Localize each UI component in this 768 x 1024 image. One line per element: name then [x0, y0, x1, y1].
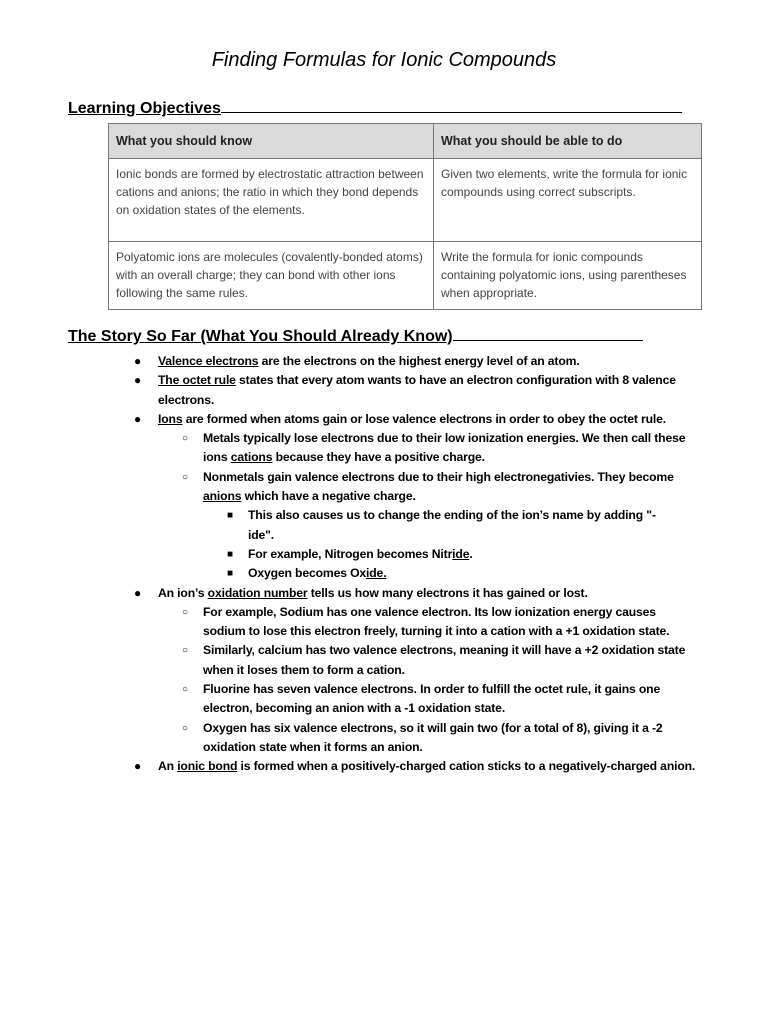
table-cell: Write the formula for ionic compounds containing polyatomic ions, using parentheses when appropriate. [434, 242, 702, 310]
table-header-row [109, 124, 702, 159]
list-item: ○ Oxygen has six valence electrons, so it will gain two (for a total of 8), giving it a -2 oxidation state when it forms an anion. [182, 720, 663, 754]
list-item: ■ This also causes us to change the ending of the ion’s name by adding "-ide". [227, 508, 656, 542]
list-item: ● An ionic bond is formed when a positively-charged cation sticks to a negatively-charged anion. [0, 757, 698, 776]
list-item: ■ For example, Nitrogen becomes Nitride. [0, 545, 678, 564]
bullet-icon: ● [134, 411, 142, 426]
circle-bullet-icon: ○ [182, 684, 188, 696]
column-header: What you should be able to do [434, 124, 702, 159]
square-bullet-icon: ■ [227, 510, 233, 522]
bullet-icon: ● [134, 373, 142, 388]
square-bullet-icon: ■ [227, 568, 233, 580]
table-row [109, 242, 702, 310]
objectives-table [108, 123, 702, 310]
circle-bullet-icon: ○ [182, 722, 188, 734]
heading-rule [453, 339, 643, 341]
list-item: ● The octet rule states that every atom wants to have an electron configuration with 8 valence electrons. [134, 373, 676, 407]
list-item: ● Valence electrons are the electrons on the highest energy level of an atom. [0, 352, 698, 371]
list-item: ○ Similarly, calcium has two valence electrons, meaning it will have a +2 oxidation state when it loses them to form a cation. [182, 643, 686, 677]
table-cell: Polyatomic ions are molecules (covalently-bonded atoms) with an overall charge; they can bond with other ions following the same rules. [109, 242, 434, 310]
list-item: ○ Fluorine has seven valence electrons. In order to fulfill the octet rule, it gains one electron, becoming an anion with a -1 oxidation state. [182, 682, 661, 716]
circle-bullet-icon: ○ [182, 433, 188, 445]
document-title: Finding Formulas for Ionic Compounds [211, 49, 557, 71]
table-cell: Ionic bonds are formed by electrostatic attraction between cations and anions; the ratio in which they bond depends on oxidation states of the elements. [109, 159, 434, 242]
circle-bullet-icon: ○ [182, 606, 188, 618]
column-header: What you should know [109, 124, 434, 159]
list-item: ● An ion’s oxidation number tells us how many electrons it has gained or lost. [0, 584, 698, 603]
list-item: ○ Metals typically lose electrons due to their low ionization energies. We then call these ions cations because they have a positive charge. [182, 431, 686, 465]
bullet-icon: ● [134, 354, 142, 368]
circle-bullet-icon: ○ [182, 645, 188, 657]
table-row [109, 159, 702, 242]
square-bullet-icon: ■ [227, 548, 233, 560]
list-item: ● Ions are formed when atoms gain or lose valence electrons in order to obey the octet rule. [0, 410, 698, 429]
learning-objectives-heading: Learning Objectives [68, 99, 682, 119]
story-bullet-list [0, 352, 768, 777]
list-item: ■ Oxygen becomes Oxide. [0, 564, 678, 583]
bullet-icon: ● [134, 759, 142, 774]
circle-bullet-icon: ○ [182, 471, 188, 483]
bullet-icon: ● [134, 585, 142, 600]
list-item: ○ Nonmetals gain valence electrons due to their high electronegativies. They become anions which have a negative charge. [182, 469, 674, 504]
heading-rule [221, 111, 682, 113]
story-so-far-heading: The Story So Far (What You Should Already Know) [68, 327, 643, 347]
table-cell: Given two elements, write the formula for ionic compounds using correct subscripts. [434, 159, 702, 242]
list-item: ○ For example, Sodium has one valence electron. Its low ionization energy causes sodium to lose this electron freely, turning it into a cation with a +1 oxidation state. [182, 604, 670, 639]
